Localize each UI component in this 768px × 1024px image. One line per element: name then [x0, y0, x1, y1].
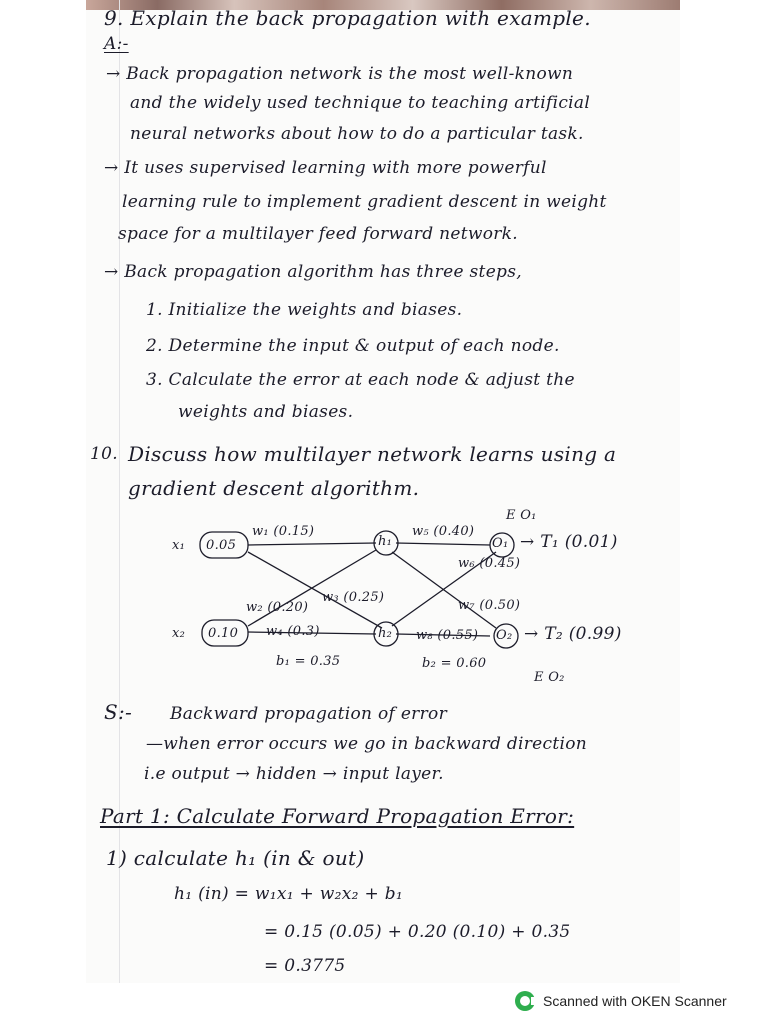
equation-2: = 0.15 (0.05) + 0.20 (0.10) + 0.35 [264, 922, 571, 942]
calc-step-1: 1) calculate h₁ (in & out) [106, 846, 365, 870]
o1-label: O₁ [492, 536, 509, 551]
answer-line-5: learning rule to implement gradient descent in weight [122, 192, 607, 212]
step-1: 1. Initialize the weights and biases. [146, 300, 463, 320]
weight-w4: w₄ (0.3) [266, 624, 320, 639]
weight-w6: w₆ (0.45) [458, 556, 521, 571]
solution-line-3: i.e output → hidden → input layer. [144, 764, 444, 784]
solution-line-2: —when error occurs we go in backward direction [146, 734, 588, 754]
equation-1: h₁ (in) = w₁x₁ + w₂x₂ + b₁ [174, 884, 404, 904]
weight-w2: w₂ (0.20) [246, 600, 309, 615]
part-1-title: Part 1: Calculate Forward Propagation Error: [100, 804, 575, 828]
oken-scanner-logo-icon [515, 991, 535, 1011]
step-3: 3. Calculate the error at each node & adjust the [146, 370, 575, 390]
answer-line-6: space for a multilayer feed forward network. [118, 224, 518, 244]
scanner-watermark [515, 988, 727, 1014]
question-9-heading: 9. Explain the back propagation with example. [104, 6, 591, 30]
solution-line-1: Backward propagation of error [170, 704, 447, 724]
error-eo1: E O₁ [506, 508, 537, 523]
target-t1: → T₁ (0.01) [520, 532, 618, 552]
algorithm-steps-intro: → Back propagation algorithm has three steps, [104, 262, 522, 282]
solution-marker: S:- [104, 700, 133, 724]
answer-line-1: → Back propagation network is the most well-known [106, 64, 574, 84]
x1-label: x₁ [172, 538, 186, 553]
bias-b2: b₂ = 0.60 [422, 656, 487, 671]
page-margin-line [119, 0, 120, 983]
weight-w3: w₃ (0.25) [322, 590, 385, 605]
weight-w5: w₅ (0.40) [412, 524, 475, 539]
question-10-number: 10. [90, 444, 118, 464]
step-3-continued: weights and biases. [178, 402, 354, 422]
scanner-watermark-text: Scanned with OKEN Scanner [543, 993, 727, 1009]
equation-3: = 0.3775 [264, 956, 346, 976]
error-eo2: E O₂ [534, 670, 565, 685]
weight-w1: w₁ (0.15) [252, 524, 315, 539]
answer-line-4: → It uses supervised learning with more powerful [104, 158, 547, 178]
step-2: 2. Determine the input & output of each node. [146, 336, 560, 356]
x2-label: x₂ [172, 626, 186, 641]
weight-w8: w₈ (0.55) [416, 628, 479, 643]
answer-line-3: neural networks about how to do a particular task. [130, 124, 584, 144]
h1-label: h₁ [378, 534, 393, 549]
x1-value: 0.05 [206, 538, 237, 553]
question-10-line-2: gradient descent algorithm. [128, 476, 420, 500]
o2-label: O₂ [496, 628, 513, 643]
scanned-page [86, 0, 680, 983]
question-10-line-1: Discuss how multilayer network learns using a [128, 442, 617, 466]
target-t2: → T₂ (0.99) [524, 624, 622, 644]
h2-label: h₂ [378, 626, 393, 641]
edge-x1-h1 [248, 543, 376, 545]
x2-value: 0.10 [208, 626, 239, 641]
bias-b1: b₁ = 0.35 [276, 654, 341, 669]
weight-w7: w₇ (0.50) [458, 598, 521, 613]
answer-marker: A:- [104, 34, 129, 54]
answer-line-2: and the widely used technique to teaching artificial [130, 93, 591, 113]
edge-h1-o1 [396, 543, 490, 545]
